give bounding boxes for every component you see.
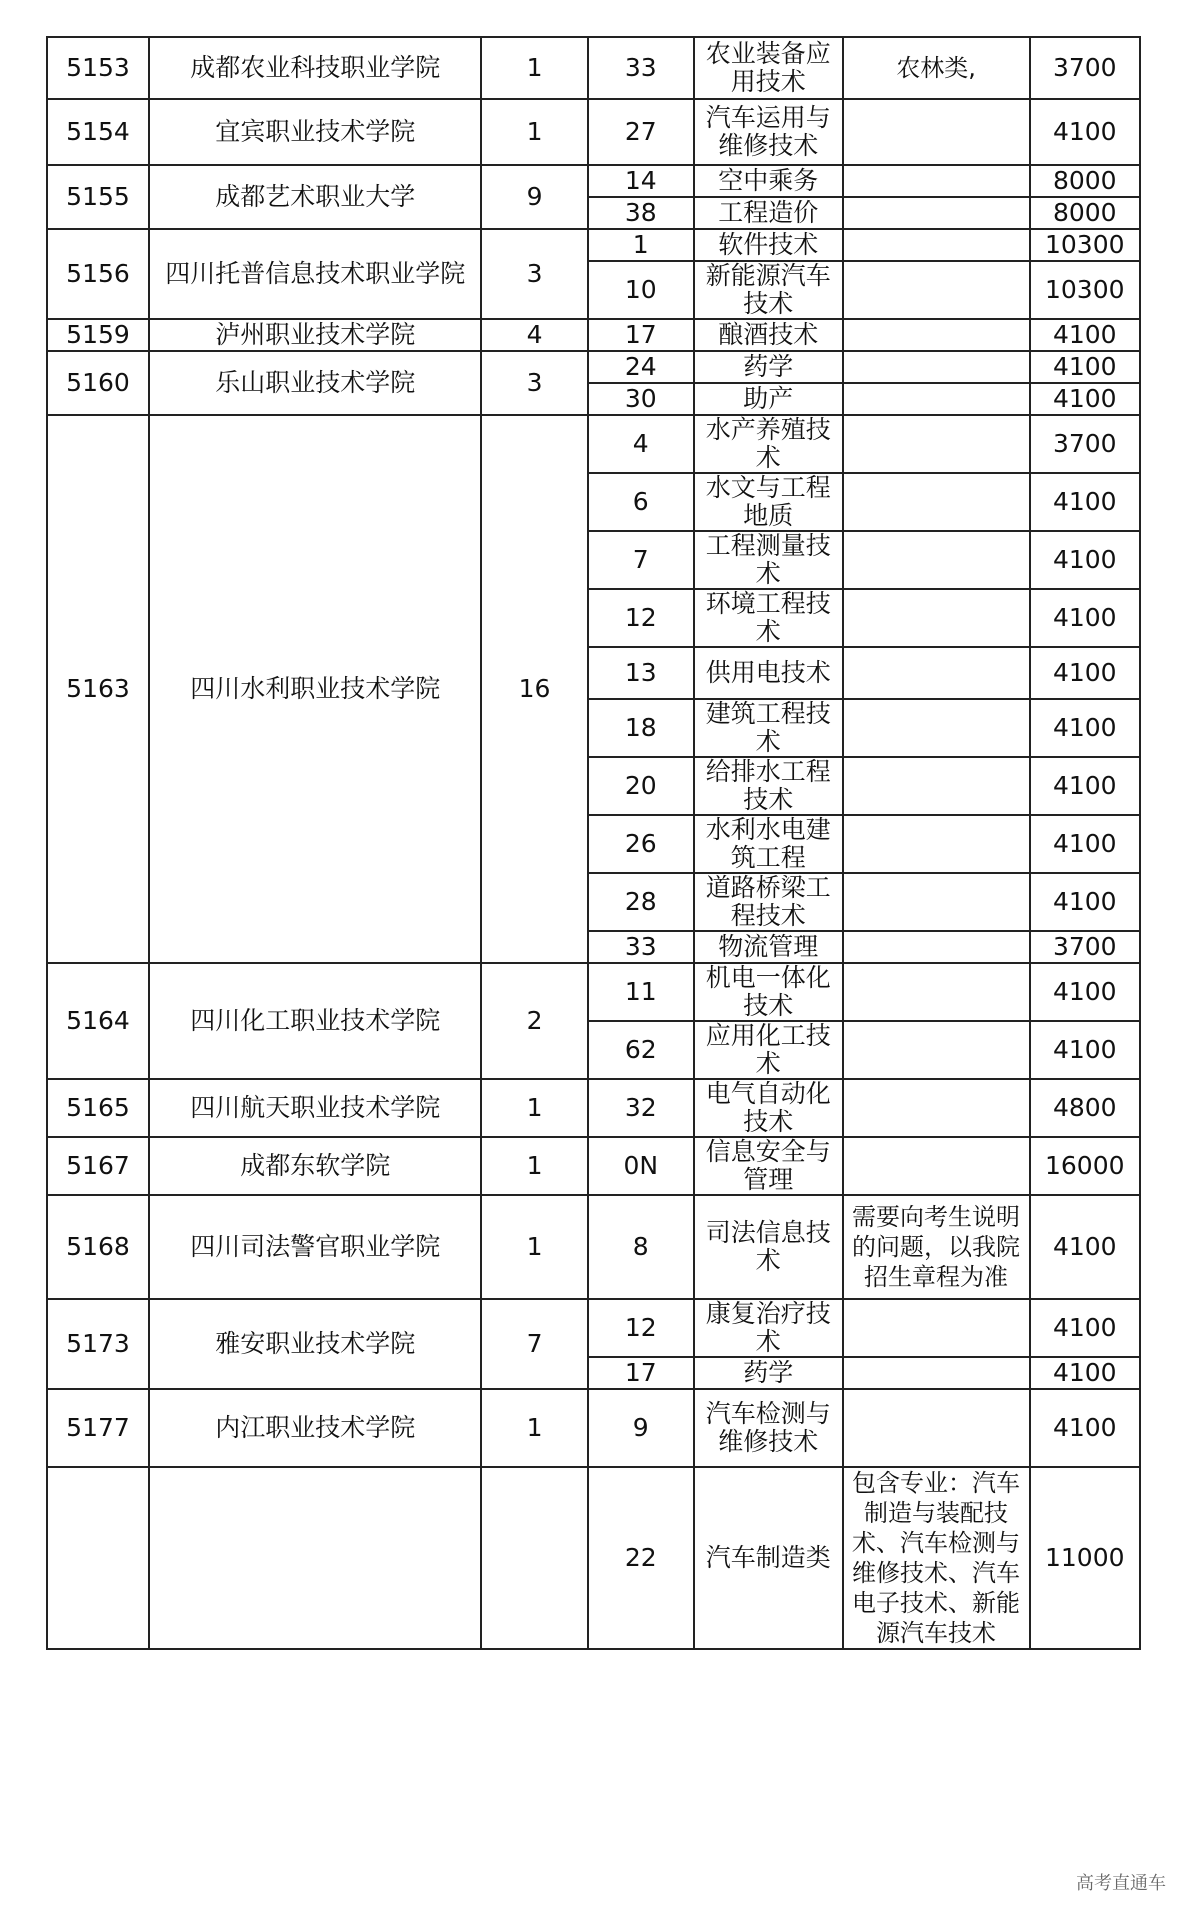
major-number: 6 bbox=[588, 473, 694, 531]
major-name: 工程造价 bbox=[694, 197, 843, 229]
tuition-fee: 4100 bbox=[1030, 699, 1141, 757]
plan-count: 1 bbox=[481, 1079, 587, 1137]
tuition-fee: 4100 bbox=[1030, 589, 1141, 647]
major-name: 给排水工程技术 bbox=[694, 757, 843, 815]
school-name: 内江职业技术学院 bbox=[149, 1389, 481, 1467]
major-number: 17 bbox=[588, 319, 694, 351]
major-name: 酿酒技术 bbox=[694, 319, 843, 351]
tuition-fee: 3700 bbox=[1030, 37, 1141, 99]
major-name: 水利水电建筑工程 bbox=[694, 815, 843, 873]
major-number: 33 bbox=[588, 931, 694, 963]
tuition-fee: 4100 bbox=[1030, 1299, 1141, 1357]
school-code bbox=[47, 1467, 149, 1649]
major-number: 8 bbox=[588, 1195, 694, 1299]
school-name: 雅安职业技术学院 bbox=[149, 1299, 481, 1389]
plan-count: 7 bbox=[481, 1299, 587, 1389]
major-name: 司法信息技术 bbox=[694, 1195, 843, 1299]
major-number: 62 bbox=[588, 1021, 694, 1079]
major-name: 农业装备应用技术 bbox=[694, 37, 843, 99]
major-number: 0N bbox=[588, 1137, 694, 1195]
tuition-fee: 4100 bbox=[1030, 473, 1141, 531]
school-code: 5164 bbox=[47, 963, 149, 1079]
major-note bbox=[843, 1299, 1030, 1357]
major-number: 10 bbox=[588, 261, 694, 319]
major-note bbox=[843, 197, 1030, 229]
table-row bbox=[47, 1299, 1140, 1357]
table-row bbox=[47, 1467, 1140, 1649]
school-name: 成都农业科技职业学院 bbox=[149, 37, 481, 99]
tuition-fee: 4100 bbox=[1030, 319, 1141, 351]
major-name: 电气自动化技术 bbox=[694, 1079, 843, 1137]
table-row bbox=[47, 351, 1140, 383]
plan-count: 16 bbox=[481, 415, 587, 963]
major-note bbox=[843, 699, 1030, 757]
tuition-fee: 4800 bbox=[1030, 1079, 1141, 1137]
plan-count: 1 bbox=[481, 37, 587, 99]
major-number: 7 bbox=[588, 531, 694, 589]
watermark: 高考直通车 bbox=[1076, 1873, 1166, 1894]
school-code: 5163 bbox=[47, 415, 149, 963]
admission-plan-table bbox=[46, 36, 1141, 1650]
major-note bbox=[843, 1137, 1030, 1195]
major-number: 32 bbox=[588, 1079, 694, 1137]
school-code: 5168 bbox=[47, 1195, 149, 1299]
plan-count: 9 bbox=[481, 165, 587, 229]
major-name: 汽车检测与维修技术 bbox=[694, 1389, 843, 1467]
school-code: 5173 bbox=[47, 1299, 149, 1389]
plan-count bbox=[481, 1467, 587, 1649]
school-name: 四川化工职业技术学院 bbox=[149, 963, 481, 1079]
major-note bbox=[843, 99, 1030, 165]
tuition-fee: 4100 bbox=[1030, 531, 1141, 589]
school-name: 四川水利职业技术学院 bbox=[149, 415, 481, 963]
major-note bbox=[843, 931, 1030, 963]
tuition-fee: 3700 bbox=[1030, 931, 1141, 963]
major-note bbox=[843, 589, 1030, 647]
major-name: 药学 bbox=[694, 351, 843, 383]
tuition-fee: 16000 bbox=[1030, 1137, 1141, 1195]
plan-count: 1 bbox=[481, 1195, 587, 1299]
major-number: 22 bbox=[588, 1467, 694, 1649]
major-note bbox=[843, 229, 1030, 261]
tuition-fee: 4100 bbox=[1030, 383, 1141, 415]
tuition-fee: 4100 bbox=[1030, 963, 1141, 1021]
major-name: 机电一体化技术 bbox=[694, 963, 843, 1021]
major-name: 工程测量技术 bbox=[694, 531, 843, 589]
major-number: 26 bbox=[588, 815, 694, 873]
major-name: 软件技术 bbox=[694, 229, 843, 261]
tuition-fee: 4100 bbox=[1030, 1021, 1141, 1079]
major-name: 康复治疗技术 bbox=[694, 1299, 843, 1357]
major-note bbox=[843, 1389, 1030, 1467]
school-code: 5154 bbox=[47, 99, 149, 165]
major-name: 空中乘务 bbox=[694, 165, 843, 197]
major-name: 药学 bbox=[694, 1357, 843, 1389]
major-name: 助产 bbox=[694, 383, 843, 415]
school-code: 5156 bbox=[47, 229, 149, 319]
major-name: 建筑工程技术 bbox=[694, 699, 843, 757]
school-code: 5165 bbox=[47, 1079, 149, 1137]
major-note bbox=[843, 415, 1030, 473]
tuition-fee: 8000 bbox=[1030, 165, 1141, 197]
tuition-fee: 4100 bbox=[1030, 1195, 1141, 1299]
major-note bbox=[843, 647, 1030, 699]
major-note bbox=[843, 1357, 1030, 1389]
major-note bbox=[843, 319, 1030, 351]
table-row bbox=[47, 319, 1140, 351]
tuition-fee: 11000 bbox=[1030, 1467, 1141, 1649]
major-note bbox=[843, 963, 1030, 1021]
tuition-fee: 4100 bbox=[1030, 351, 1141, 383]
major-name: 应用化工技术 bbox=[694, 1021, 843, 1079]
major-name: 汽车制造类 bbox=[694, 1467, 843, 1649]
major-number: 13 bbox=[588, 647, 694, 699]
major-number: 1 bbox=[588, 229, 694, 261]
major-note bbox=[843, 261, 1030, 319]
major-note bbox=[843, 815, 1030, 873]
major-name: 水产养殖技术 bbox=[694, 415, 843, 473]
major-number: 28 bbox=[588, 873, 694, 931]
school-name: 成都东软学院 bbox=[149, 1137, 481, 1195]
plan-count: 3 bbox=[481, 229, 587, 319]
major-number: 12 bbox=[588, 1299, 694, 1357]
plan-count: 1 bbox=[481, 1137, 587, 1195]
major-number: 17 bbox=[588, 1357, 694, 1389]
major-number: 18 bbox=[588, 699, 694, 757]
major-note: 包含专业：汽车制造与装配技术、汽车检测与维修技术、汽车电子技术、新能源汽车技术 bbox=[843, 1467, 1030, 1649]
major-name: 水文与工程地质 bbox=[694, 473, 843, 531]
major-number: 11 bbox=[588, 963, 694, 1021]
school-code: 5159 bbox=[47, 319, 149, 351]
major-number: 38 bbox=[588, 197, 694, 229]
major-number: 24 bbox=[588, 351, 694, 383]
plan-count: 1 bbox=[481, 99, 587, 165]
tuition-fee: 4100 bbox=[1030, 1389, 1141, 1467]
school-name: 四川司法警官职业学院 bbox=[149, 1195, 481, 1299]
major-number: 14 bbox=[588, 165, 694, 197]
major-note bbox=[843, 351, 1030, 383]
table-row bbox=[47, 37, 1140, 99]
plan-count: 1 bbox=[481, 1389, 587, 1467]
major-note bbox=[843, 473, 1030, 531]
major-name: 汽车运用与维修技术 bbox=[694, 99, 843, 165]
major-number: 4 bbox=[588, 415, 694, 473]
major-name: 环境工程技术 bbox=[694, 589, 843, 647]
tuition-fee: 4100 bbox=[1030, 99, 1141, 165]
tuition-fee: 4100 bbox=[1030, 815, 1141, 873]
table-row bbox=[47, 1389, 1140, 1467]
school-name: 泸州职业技术学院 bbox=[149, 319, 481, 351]
major-note bbox=[843, 383, 1030, 415]
school-code: 5153 bbox=[47, 37, 149, 99]
major-note bbox=[843, 1079, 1030, 1137]
school-name: 乐山职业技术学院 bbox=[149, 351, 481, 415]
plan-count: 2 bbox=[481, 963, 587, 1079]
plan-count: 3 bbox=[481, 351, 587, 415]
table-row bbox=[47, 229, 1140, 261]
major-note bbox=[843, 757, 1030, 815]
tuition-fee: 10300 bbox=[1030, 229, 1141, 261]
table-row bbox=[47, 1137, 1140, 1195]
school-code: 5167 bbox=[47, 1137, 149, 1195]
major-note bbox=[843, 165, 1030, 197]
major-number: 20 bbox=[588, 757, 694, 815]
major-name: 供用电技术 bbox=[694, 647, 843, 699]
tuition-fee: 4100 bbox=[1030, 1357, 1141, 1389]
table-row bbox=[47, 1195, 1140, 1299]
major-note bbox=[843, 531, 1030, 589]
tuition-fee: 4100 bbox=[1030, 757, 1141, 815]
school-name: 四川托普信息技术职业学院 bbox=[149, 229, 481, 319]
major-note: 需要向考生说明的问题，以我院招生章程为准 bbox=[843, 1195, 1030, 1299]
tuition-fee: 3700 bbox=[1030, 415, 1141, 473]
major-number: 30 bbox=[588, 383, 694, 415]
tuition-fee: 4100 bbox=[1030, 647, 1141, 699]
major-number: 9 bbox=[588, 1389, 694, 1467]
school-name bbox=[149, 1467, 481, 1649]
tuition-fee: 4100 bbox=[1030, 873, 1141, 931]
table-row bbox=[47, 1079, 1140, 1137]
school-code: 5177 bbox=[47, 1389, 149, 1467]
major-note bbox=[843, 1021, 1030, 1079]
major-note: 农林类, bbox=[843, 37, 1030, 99]
major-number: 27 bbox=[588, 99, 694, 165]
major-name: 道路桥梁工程技术 bbox=[694, 873, 843, 931]
major-name: 物流管理 bbox=[694, 931, 843, 963]
table-row bbox=[47, 99, 1140, 165]
school-name: 四川航天职业技术学院 bbox=[149, 1079, 481, 1137]
tuition-fee: 10300 bbox=[1030, 261, 1141, 319]
school-name: 成都艺术职业大学 bbox=[149, 165, 481, 229]
tuition-fee: 8000 bbox=[1030, 197, 1141, 229]
school-code: 5160 bbox=[47, 351, 149, 415]
school-name: 宜宾职业技术学院 bbox=[149, 99, 481, 165]
major-number: 12 bbox=[588, 589, 694, 647]
school-code: 5155 bbox=[47, 165, 149, 229]
plan-count: 4 bbox=[481, 319, 587, 351]
table-row bbox=[47, 415, 1140, 473]
major-name: 新能源汽车技术 bbox=[694, 261, 843, 319]
major-number: 33 bbox=[588, 37, 694, 99]
table-row bbox=[47, 963, 1140, 1021]
major-note bbox=[843, 873, 1030, 931]
major-name: 信息安全与管理 bbox=[694, 1137, 843, 1195]
table-row bbox=[47, 165, 1140, 197]
